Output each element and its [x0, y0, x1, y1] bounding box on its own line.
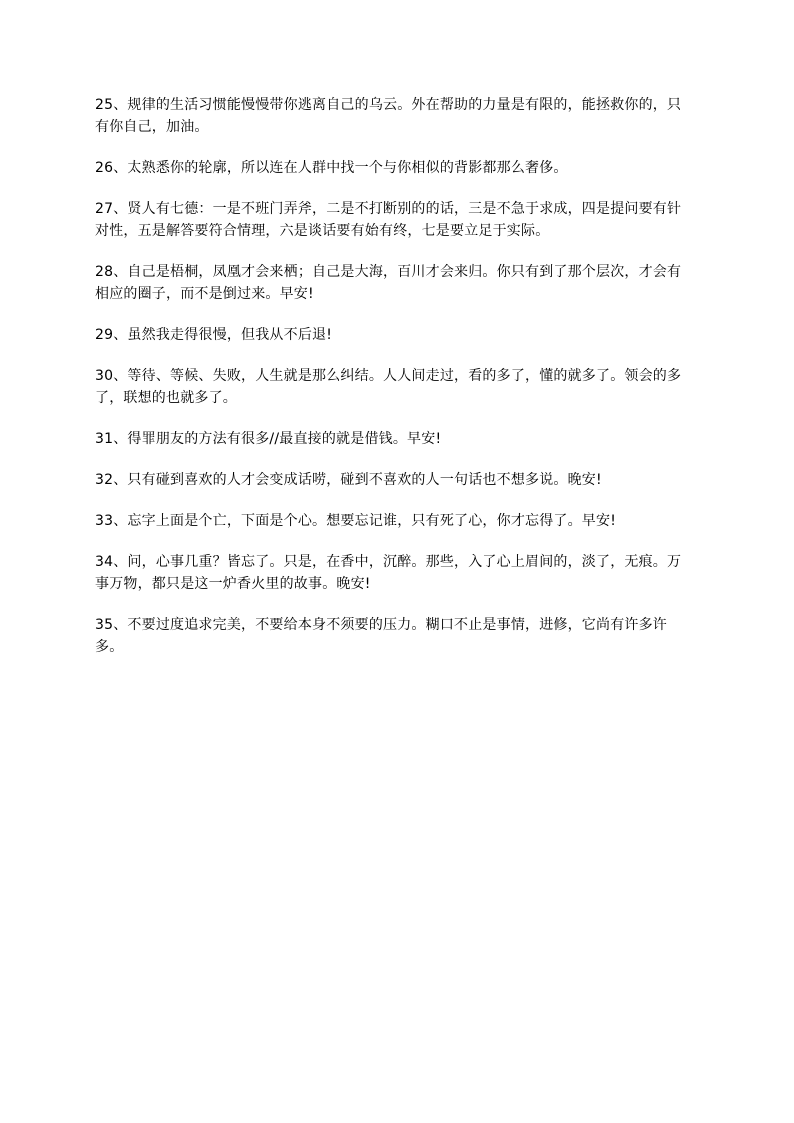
paragraph-35: 35、不要过度追求完美，不要给本身不须要的压力。糊口不止是事情，进修，它尚有许多许多。 — [95, 617, 668, 655]
paragraph-26: 26、太熟悉你的轮廓，所以连在人群中找一个与你相似的背影都那么奢侈。 — [95, 160, 568, 176]
paragraph-34: 34、问，心事几重？皆忘了。只是，在香中，沉醉。那些，入了心上眉间的，淡了，无痕。万事万物，都只是这一炉香火里的故事。晚安! — [95, 554, 682, 592]
paragraph-25: 25、规律的生活习惯能慢慢带你逃离自己的乌云。外在帮助的力量是有限的，能拯救你的，只有你自己，加油。 — [95, 97, 682, 135]
paragraph-32: 32、只有碰到喜欢的人才会变成话唠，碰到不喜欢的人一句话也不想多说。晚安! — [95, 472, 602, 488]
paragraph-33: 33、忘字上面是个亡，下面是个心。想要忘记谁，只有死了心，你才忘得了。早安! — [95, 513, 617, 529]
paragraph-28: 28、自己是梧桐，凤凰才会来栖；自己是大海，百川才会来归。你只有到了那个层次，才会有相应的圈子，而不是倒过来。早安! — [95, 264, 682, 302]
paragraph-30: 30、等待、等候、失败，人生就是那么纠结。人人间走过，看的多了，懂的就多了。领会的多了，联想的也就多了。 — [95, 368, 682, 406]
paragraph-31: 31、得罪朋友的方法有很多//最直接的就是借钱。早安! — [95, 431, 442, 447]
paragraph-27: 27、贤人有七德：一是不班门弄斧，二是不打断别的的话，三是不急于求成，四是提问要有针对性，五是解答要符合情理，六是谈话要有始有终，七是要立足于实际。 — [95, 201, 682, 239]
document-body — [95, 94, 695, 677]
paragraph-29: 29、虽然我走得很慢，但我从不后退! — [95, 327, 333, 343]
